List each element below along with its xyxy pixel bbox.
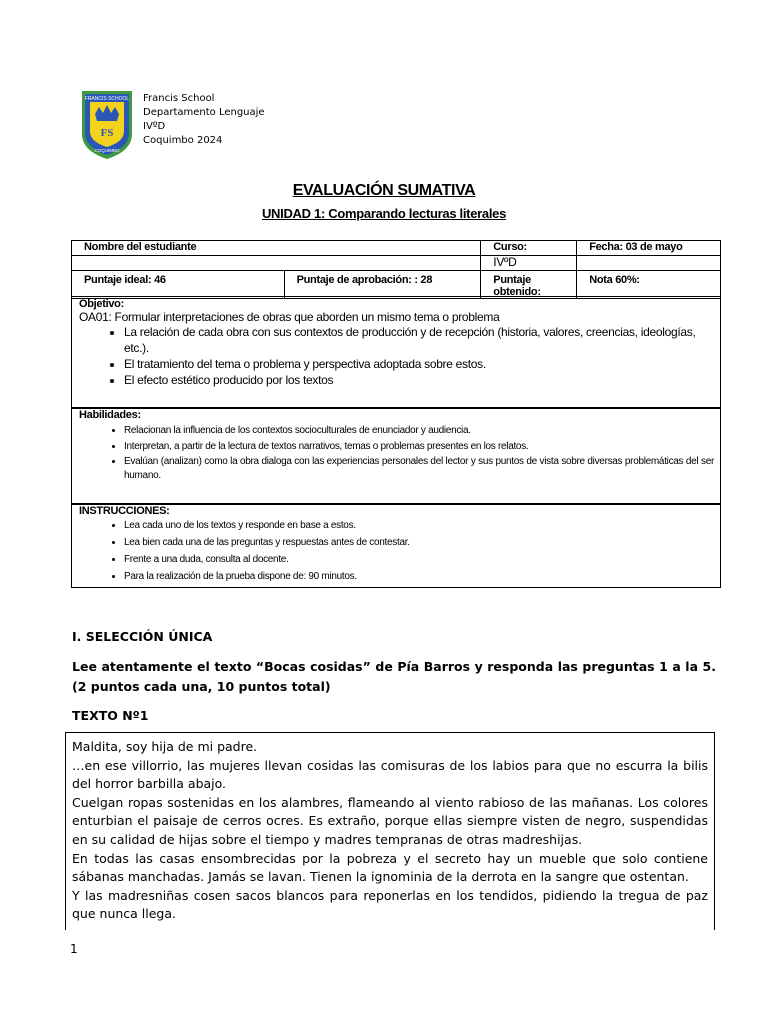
course-label: Curso:	[481, 241, 577, 256]
objective-heading: Objetivo:	[79, 298, 124, 310]
student-name-label: Nombre del estudiante	[72, 241, 481, 256]
school-name: Francis School	[143, 93, 215, 104]
exam-title: EVALUACIÓN SUMATIVA	[292, 182, 476, 199]
list-item: • La relación de cada obra con sus contextos de producción y de recepción (historia, valores, creencias, ideologías, etc.).	[124, 324, 714, 356]
school-logo	[79, 88, 135, 160]
list-item: • Relacionan la influencia de los contextos socioculturales de enunciador y audiencia.	[124, 423, 714, 439]
course: IVºD	[143, 121, 166, 132]
student-info-table	[71, 240, 721, 299]
list-item: • El efecto estético producido por los textos	[124, 372, 714, 388]
obtained-score: Puntaje obtenido:	[481, 271, 577, 299]
list-item: • Para la realización de la prueba dispone de: 90 minutos.	[124, 568, 714, 585]
instructions-heading: INSTRUCCIONES:	[79, 505, 170, 517]
section-title: I. SELECCIÓN ÚNICA	[72, 629, 213, 644]
list-item: • Frente a una duda, consulta al docente.	[124, 551, 714, 568]
grade: Nota 60%:	[577, 271, 721, 299]
logo-text-bottom: COQUIMBO	[94, 148, 120, 153]
approval-score: Puntaje de aprobación: : 28	[284, 271, 481, 299]
text-paragraph: Maldita, soy hija de mi padre.	[72, 739, 258, 754]
skills-list	[72, 423, 720, 483]
text-paragraph: …en ese villorrio, las mujeres llevan cosidas las comisuras de los labios para que no escurra la bilis del horror barbilla abajo.	[72, 757, 708, 792]
skills-heading: Habilidades:	[79, 409, 141, 421]
text-paragraph: Y las madresniñas cosen sacos blancos para reponerlas en los tendidos, pidiendo la tregua de paz que nunca llega.	[72, 887, 708, 922]
list-item: • Lea cada uno de los textos y responde en base a estos.	[124, 517, 714, 534]
student-name-field[interactable]	[72, 256, 481, 271]
date-value-field	[577, 256, 721, 271]
objective-list	[72, 324, 720, 388]
department: Departamento Lenguaje	[143, 107, 265, 118]
objective-box	[71, 296, 721, 409]
objective-oa: OA01: Formular interpretaciones de obras que aborden un mismo tema o problema	[79, 310, 500, 324]
logo-text-top: FRANCIS SCHOOL	[84, 96, 130, 102]
section-prompt: Lee atentamente el texto “Bocas cosidas” de Pía Barros y responda las preguntas 1 a la 5. (2 puntos cada una, 10 puntos total)	[72, 659, 716, 694]
skills-box	[71, 407, 721, 505]
text-1-box	[65, 732, 715, 930]
text-label: TEXTO Nº1	[72, 708, 149, 723]
instructions-list	[72, 517, 720, 585]
course-value: IVºD	[481, 256, 577, 271]
text-paragraph: En todas las casas ensombrecidas por la pobreza y el secreto hay un mueble que solo contiene sábanas manchadas. Jamás se lavan. Tienen la ignominia de la derrota en la sangre que ostentan.	[72, 850, 708, 885]
page-number: 1	[70, 942, 78, 956]
unit-title: UNIDAD 1: Comparando lecturas literales	[261, 206, 507, 221]
logo-monogram: FS	[100, 127, 114, 139]
list-item: • Lea bien cada una de las preguntas y respuestas antes de contestar.	[124, 534, 714, 551]
city-year: Coquimbo 2024	[143, 135, 223, 146]
list-item: • Evalúan (analizan) como la obra dialoga con las experiencias personales del lector y sus puntos de vista sobre diversas problemáticas del ser humano.	[124, 455, 714, 483]
date-label: Fecha: 03 de mayo	[577, 241, 721, 256]
text-paragraph: Cuelgan ropas sostenidas en los alambres, flameando al viento rabioso de las mañanas. Los colores enturbian el paisaje de cerros ocres. Es extraño, porque ellas siempre visten de negro, suspendidas en su calidad de hijas sobre el tiempo y madres tempranas de otras madreshijas.	[72, 794, 708, 847]
school-info	[143, 92, 265, 148]
list-item: • El tratamiento del tema o problema y perspectiva adoptada sobre estos.	[124, 356, 714, 372]
ideal-score: Puntaje ideal: 46	[72, 271, 285, 299]
list-item: • Interpretan, a partir de la lectura de textos narrativos, temas o problemas presentes en los relatos.	[124, 439, 714, 455]
instructions-box	[71, 503, 721, 588]
